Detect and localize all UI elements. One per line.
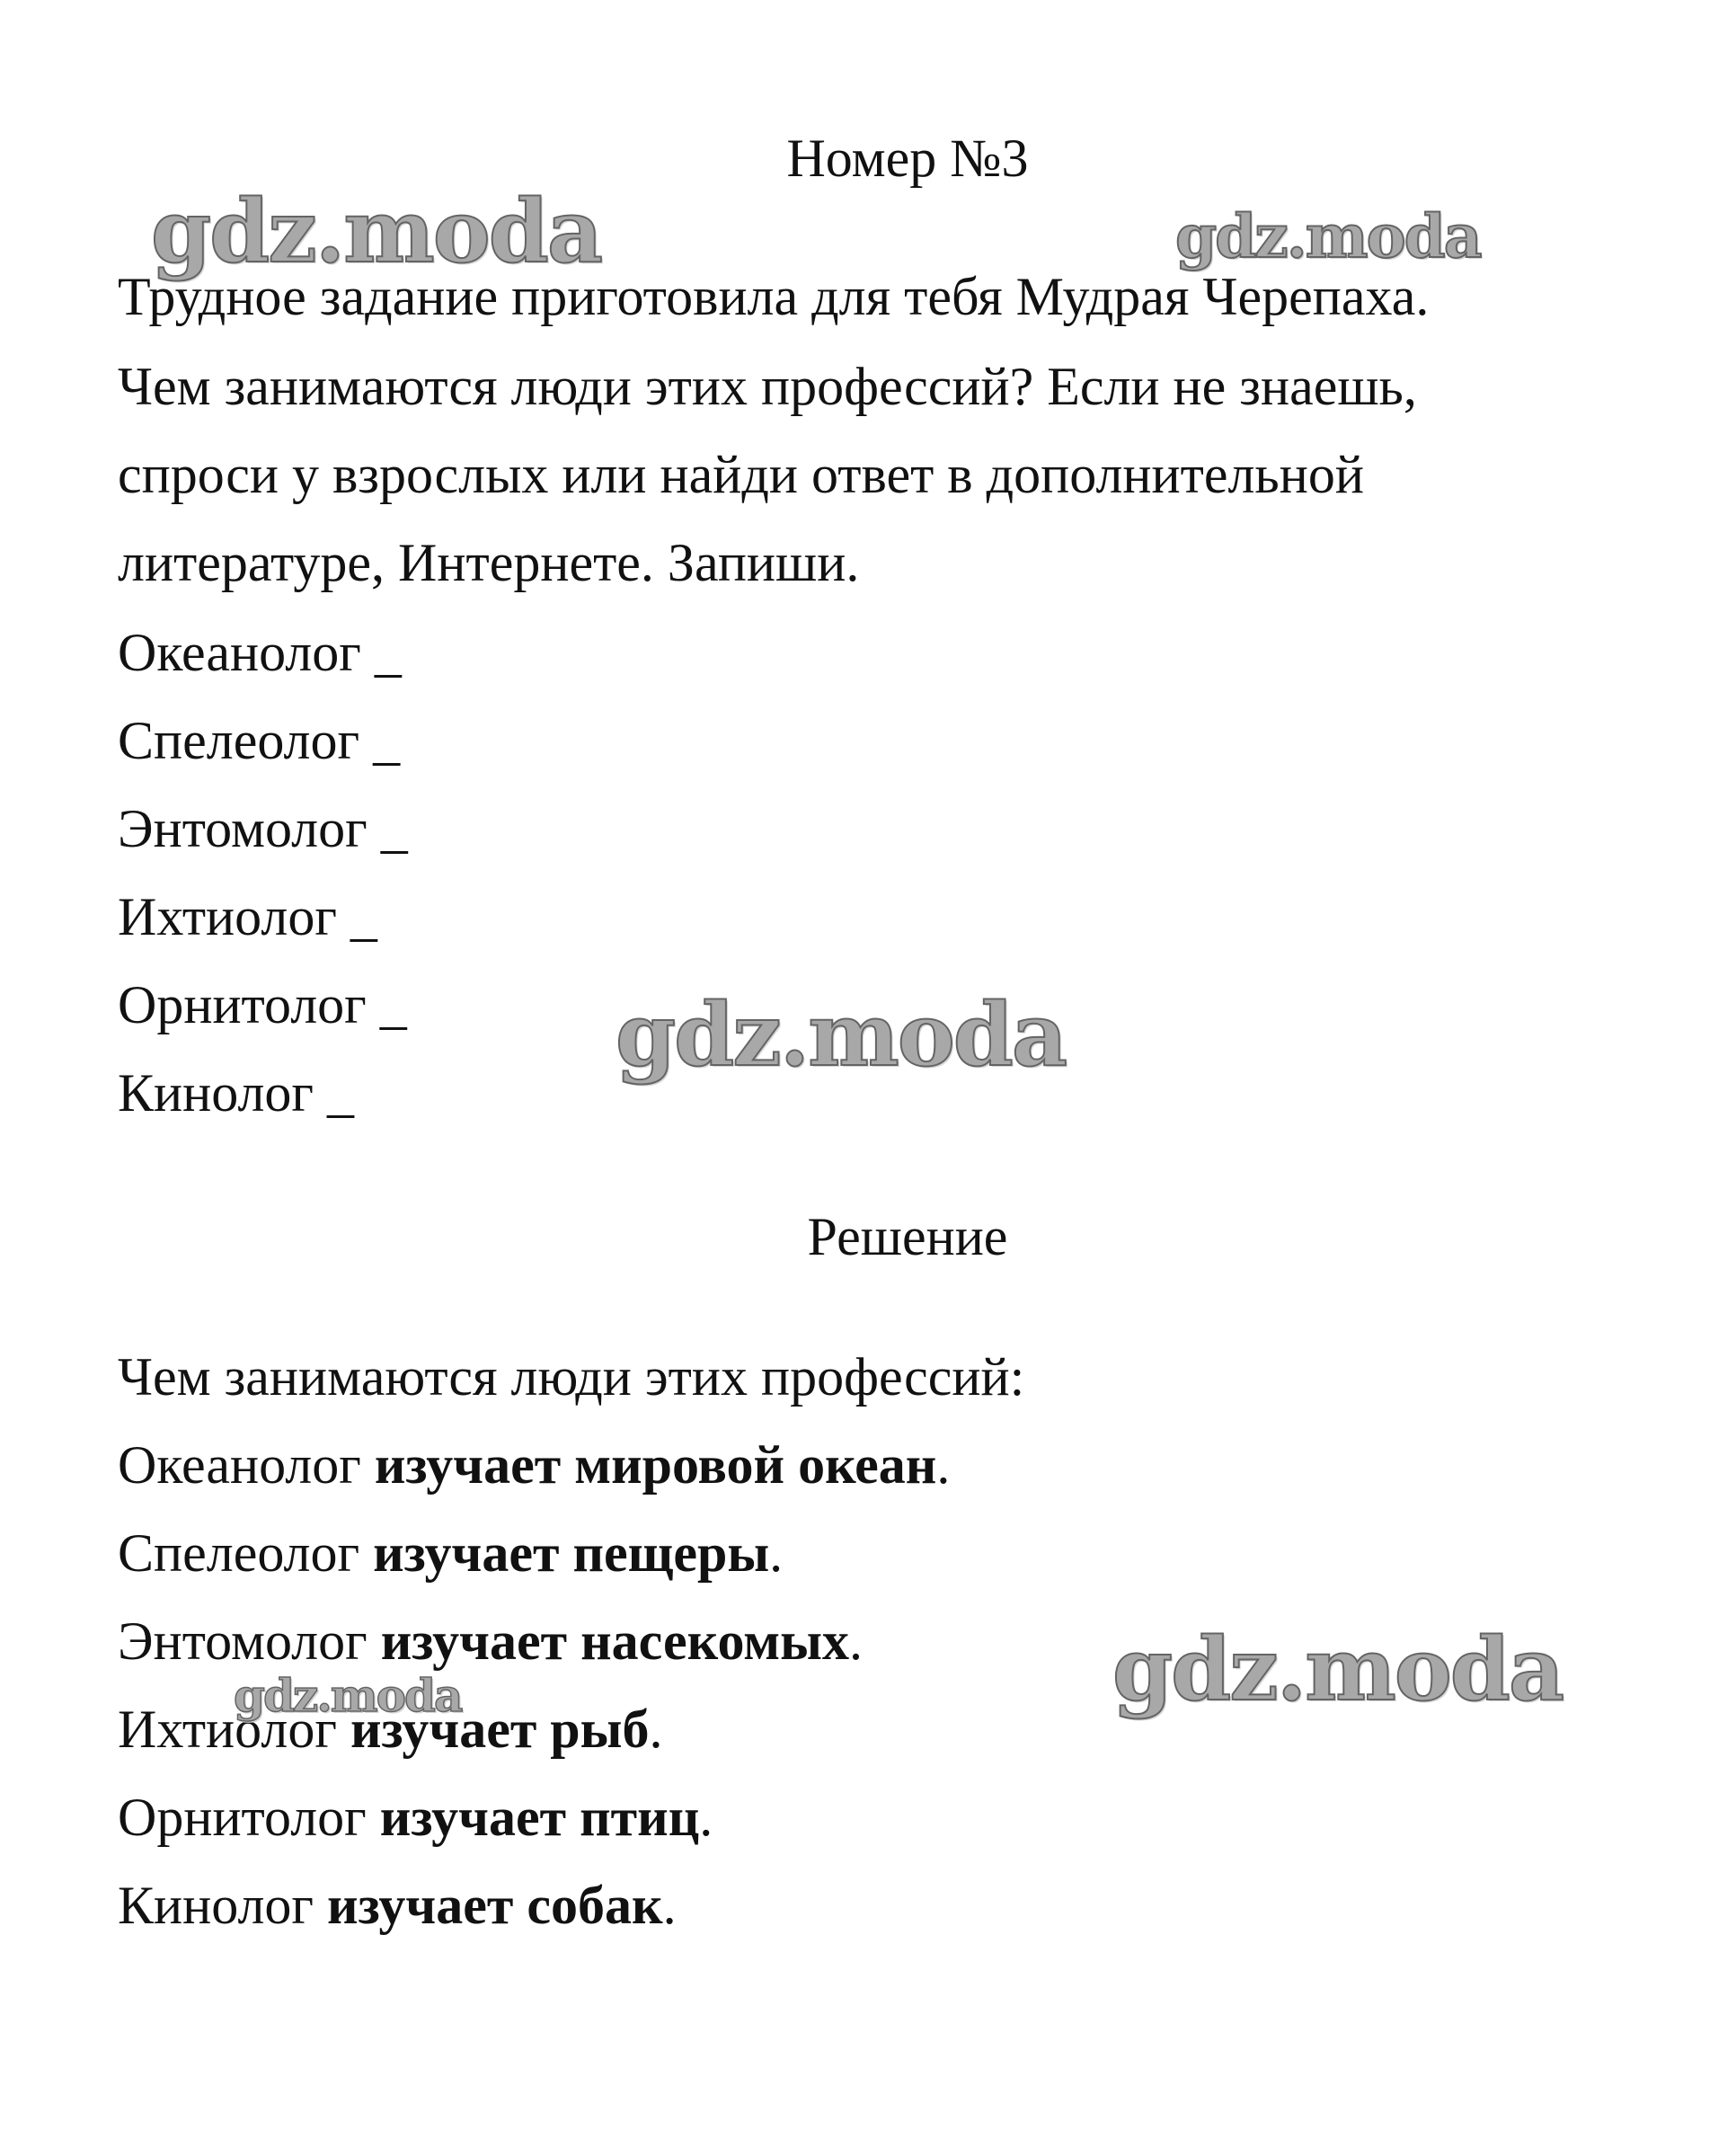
answer-term: Ихтиолог	[118, 1700, 350, 1759]
watermark-logo: gdz.moda	[1175, 201, 1481, 271]
answer-item	[118, 1609, 863, 1673]
task-line: спроси у взрослых или найди ответ в дополнительной	[118, 445, 1365, 504]
solution-heading: Решение	[807, 1207, 1008, 1266]
answer-term: Энтомолог	[118, 1611, 381, 1671]
task-line: литературе, Интернете. Запиши.	[118, 533, 860, 592]
answer-end: .	[699, 1788, 713, 1847]
answer-end: .	[649, 1700, 663, 1759]
answer-term: Кинолог	[118, 1876, 327, 1935]
blank-item: Ихтиолог _	[118, 887, 377, 946]
answer-text: изучает пещеры	[373, 1523, 770, 1583]
answer-term: Океанолог	[118, 1435, 375, 1495]
answer-end: .	[936, 1435, 951, 1495]
watermark-logo: gdz.moda	[616, 984, 1067, 1086]
answer-term: Спелеолог	[118, 1523, 374, 1583]
task-line: Чем занимаются люди этих профессий? Если не знаешь,	[118, 357, 1417, 416]
task-title: Номер №3	[786, 129, 1029, 188]
blank-item: Океанолог _	[118, 623, 402, 682]
answer-text: изучает насекомых	[380, 1611, 850, 1671]
watermark-logo: gdz.moda	[1112, 1619, 1563, 1720]
task-line: Трудное задание приготовила для тебя Мудрая Черепаха.	[118, 267, 1430, 326]
blank-item: Энтомолог _	[118, 799, 408, 858]
blank-item: Кинолог _	[118, 1063, 354, 1123]
answer-term: Орнитолог	[118, 1788, 380, 1847]
answer-text: изучает собак	[327, 1876, 663, 1935]
blank-item: Орнитолог _	[118, 975, 407, 1034]
answer-item	[118, 1873, 677, 1938]
answer-end: .	[849, 1611, 864, 1671]
answer-item	[118, 1785, 713, 1850]
answer-text: изучает рыб	[350, 1700, 650, 1759]
answer-text: изучает птиц	[379, 1788, 700, 1847]
answer-text: изучает мировой океан	[374, 1435, 937, 1495]
answer-item	[118, 1521, 783, 1585]
watermark-logo: gdz.moda	[234, 1669, 462, 1722]
watermark-logo: gdz.moda	[151, 181, 602, 282]
answer-end: .	[662, 1876, 677, 1935]
answer-end: .	[769, 1523, 784, 1583]
solution-intro: Чем занимаются люди этих профессий:	[118, 1347, 1025, 1407]
blank-item: Спелеолог _	[118, 711, 401, 770]
answer-item	[118, 1433, 950, 1497]
